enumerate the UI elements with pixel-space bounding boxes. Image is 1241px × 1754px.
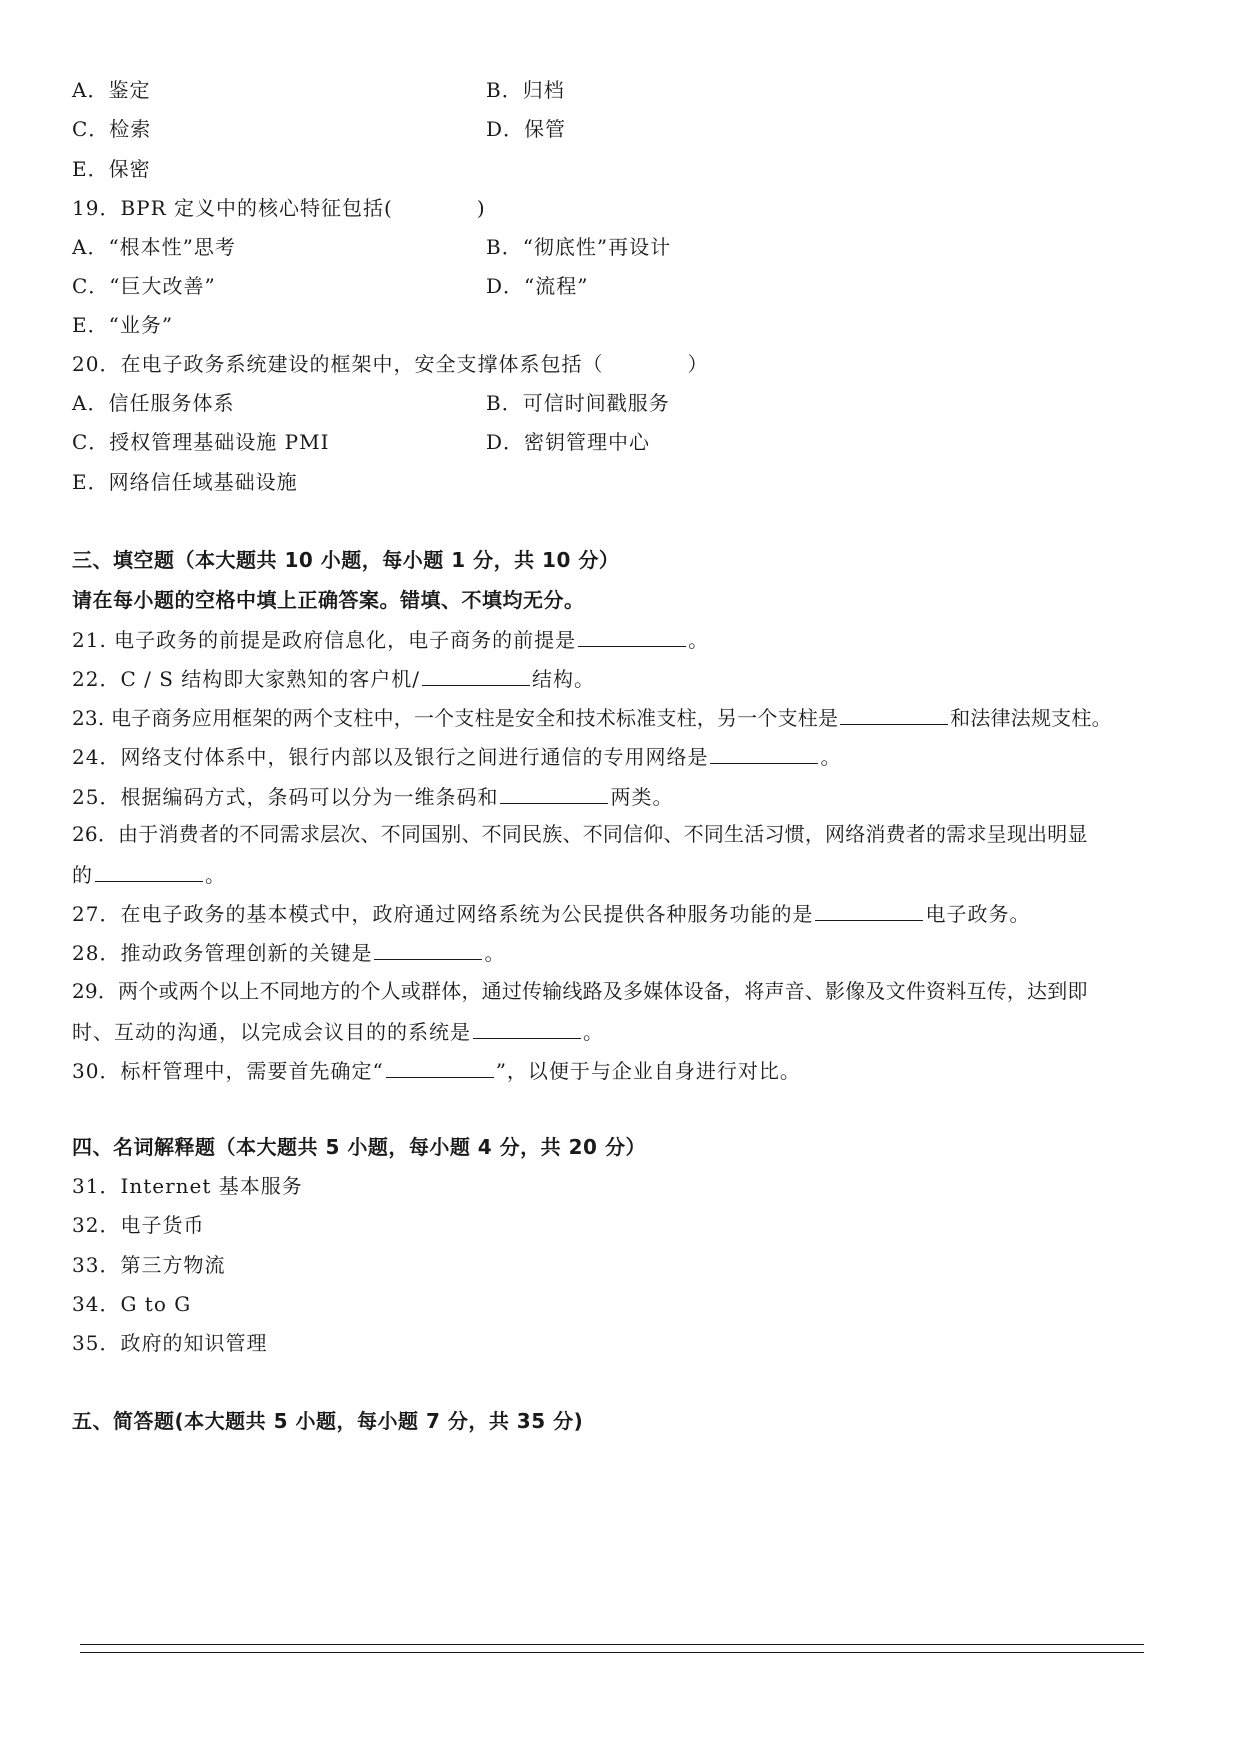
- q20-stem: 20．在电子政务系统建设的框架中，安全支撑体系包括（ ）: [72, 352, 709, 376]
- fill-question-30: [72, 1055, 801, 1085]
- q27-text-after: 电子政务。: [925, 902, 1031, 926]
- answer-blank[interactable]: [815, 898, 923, 921]
- fill-question-29-line2: [72, 1016, 604, 1046]
- answer-blank[interactable]: [374, 937, 482, 960]
- q21-text-before: 21. 电子政务的前提是政府信息化，电子商务的前提是: [72, 628, 577, 652]
- q18-option-e: E．保密: [72, 157, 151, 181]
- section4-title: 四、名词解释题（本大题共 5 小题，每小题 4 分，共 20 分）: [72, 1135, 646, 1159]
- q29-text-before: 时、互动的沟通，以完成会议目的的系统是: [72, 1020, 471, 1044]
- q18-option-d: D．保管: [486, 117, 567, 141]
- q20-option-c: C．授权管理基础设施 PMI: [72, 430, 330, 454]
- q19-option-d: D．“流程”: [486, 274, 589, 298]
- section5-title: 五、简答题(本大题共 5 小题，每小题 7 分，共 35 分): [72, 1409, 584, 1433]
- q22-text-before: 22．C / S 结构即大家熟知的客户机/: [72, 667, 421, 691]
- q30-text-after: ”，以便于与企业自身进行对比。: [495, 1059, 801, 1083]
- q19-option-e: E．“业务”: [72, 313, 174, 337]
- fill-question-28: [72, 937, 505, 967]
- q29-text-after: 。: [583, 1020, 604, 1044]
- q20-option-d: D．密钥管理中心: [486, 430, 651, 454]
- q20-option-e: E．网络信任域基础设施: [72, 470, 298, 494]
- q24-text-after: 。: [820, 745, 842, 769]
- q28-text-before: 28．推动政务管理创新的关键是: [72, 941, 373, 965]
- answer-blank[interactable]: [710, 741, 818, 764]
- q20-option-a: A．信任服务体系: [72, 391, 235, 415]
- q26-text-before: 的: [72, 863, 93, 887]
- q30-text-before: 30．标杆管理中，需要首先确定“: [72, 1059, 384, 1083]
- q28-text-after: 。: [484, 941, 506, 965]
- q19-option-c: C．“巨大改善”: [72, 274, 216, 298]
- q23-text-after: 和法律法规支柱。: [950, 706, 1112, 730]
- q19-option-a: A．“根本性”思考: [72, 235, 236, 259]
- q24-text-before: 24．网络支付体系中，银行内部以及银行之间进行通信的专用网络是: [72, 745, 709, 769]
- q19-stem: 19．BPR 定义中的核心特征包括( ): [72, 196, 486, 220]
- q20-option-b: B．可信时间戳服务: [486, 391, 670, 415]
- q22-text-after: 结构。: [532, 667, 596, 691]
- q27-text-before: 27．在电子政务的基本模式中，政府通过网络系统为公民提供各种服务功能的是: [72, 902, 814, 926]
- q25-text-before: 25．根据编码方式，条码可以分为一维条码和: [72, 785, 499, 809]
- q21-text-after: 。: [688, 628, 710, 652]
- q18-option-b: B．归档: [486, 78, 565, 102]
- term-question-31: 31．Internet 基本服务: [72, 1174, 303, 1198]
- section3-title: 三、填空题（本大题共 10 小题，每小题 1 分，共 10 分）: [72, 548, 620, 572]
- fill-question-25: [72, 781, 673, 811]
- answer-blank[interactable]: [473, 1016, 581, 1039]
- term-question-35: 35．政府的知识管理: [72, 1331, 268, 1355]
- q18-option-a: A．鉴定: [72, 78, 151, 102]
- q19-option-b: B．“彻底性”再设计: [486, 235, 672, 259]
- fill-question-21: [72, 624, 709, 654]
- q18-option-c: C．检索: [72, 117, 152, 141]
- section3-instruction: 请在每小题的空格中填上正确答案。错填、不填均无分。: [72, 588, 585, 612]
- term-question-33: 33．第三方物流: [72, 1253, 226, 1277]
- footer-double-rule: [80, 1644, 1144, 1653]
- fill-question-22: [72, 663, 595, 693]
- fill-question-23: [72, 702, 1112, 732]
- answer-blank[interactable]: [500, 781, 608, 804]
- answer-blank[interactable]: [840, 702, 948, 725]
- answer-blank[interactable]: [95, 859, 203, 882]
- fill-question-29-line1: 29．两个或两个以上不同地方的个人或群体，通过传输线路及多媒体设备，将声音、影像及文件资料互传，达到即: [72, 979, 1088, 1003]
- fill-question-26-line1: 26．由于消费者的不同需求层次、不同国别、不同民族、不同信仰、不同生活习惯，网络消费者的需求呈现出明显: [72, 822, 1088, 846]
- fill-question-27: [72, 898, 1030, 928]
- term-question-34: 34．G to G: [72, 1292, 192, 1316]
- answer-blank[interactable]: [386, 1055, 494, 1078]
- fill-question-24: [72, 741, 841, 771]
- q25-text-after: 两类。: [610, 785, 674, 809]
- term-question-32: 32．电子货币: [72, 1213, 205, 1237]
- q26-text-after: 。: [205, 863, 226, 887]
- answer-blank[interactable]: [578, 624, 686, 647]
- fill-question-26-line2: [72, 859, 226, 889]
- q23-text-before: 23. 电子商务应用框架的两个支柱中，一个支柱是安全和技术标准支柱，另一个支柱是: [72, 706, 839, 730]
- answer-blank[interactable]: [422, 663, 530, 686]
